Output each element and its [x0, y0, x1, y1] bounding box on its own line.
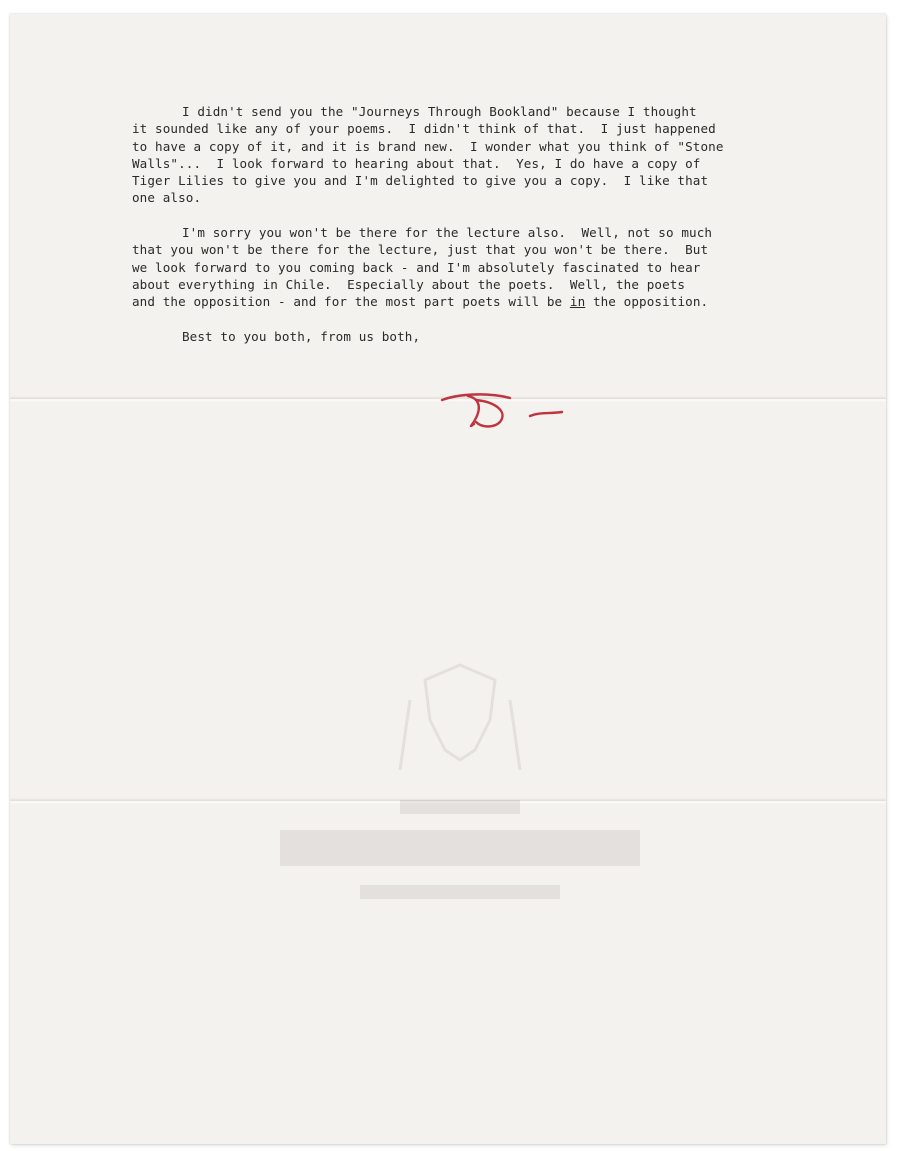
signature-stroke-dash: [530, 412, 562, 416]
text-line: one also.: [132, 190, 202, 206]
text-segment: the opposition.: [585, 294, 709, 310]
text-line: [132, 293, 792, 310]
text-line: Walls"... I look forward to hearing about that. Yes, I do have a copy of: [132, 155, 701, 171]
text-segment: and the opposition - and for the most part poets will be: [132, 294, 570, 310]
handwritten-signature: [438, 388, 568, 432]
closing-line: Best to you both, from us both,: [182, 328, 421, 344]
text-line: it sounded like any of your poems. I didn't think of that. I just happened: [132, 121, 716, 137]
letterhead-show-through-watermark: [250, 660, 670, 980]
paragraph-1: [132, 103, 792, 207]
text-line: to have a copy of it, and it is brand new. I wonder what you think of "Stone: [132, 138, 724, 154]
text-line: about everything in Chile. Especially about the poets. Well, the poets: [132, 276, 686, 292]
text-line: I'm sorry you won't be there for the lecture also. Well, not so much: [182, 225, 713, 241]
closing-paragraph: [132, 328, 792, 345]
text-line: we look forward to you coming back - and I'm absolutely fascinated to hear: [132, 259, 701, 275]
underlined-word: in: [569, 294, 586, 310]
text-line: that you won't be there for the lecture, just that you won't be there. But: [132, 242, 709, 258]
paragraph-2: [132, 224, 792, 310]
text-line: Tiger Lilies to give you and I'm delighted to give you a copy. I like that: [132, 173, 709, 189]
letter-body: [132, 103, 792, 362]
text-line: I didn't send you the "Journeys Through Bookland" because I thought: [182, 104, 697, 119]
signature-stroke-bowl: [476, 400, 503, 427]
